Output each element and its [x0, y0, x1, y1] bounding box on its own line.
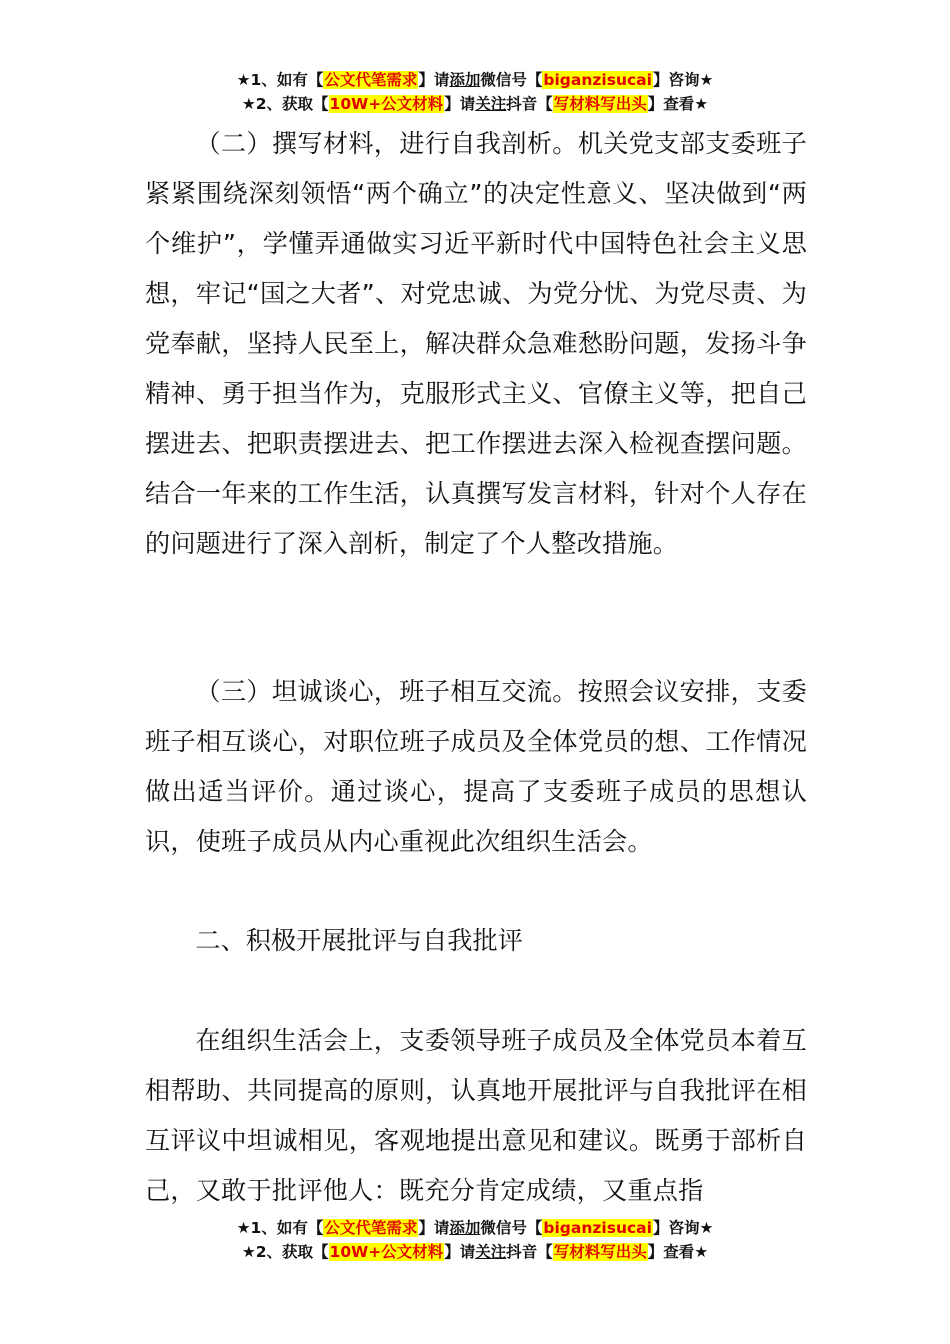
promo-underlined: 添加 [449, 71, 481, 89]
paragraph-self-analysis: （二）撰写材料，进行自我剖析。机关党支部支委班子紧紧围绕深刻领悟“两个确立”的决定性意义、坚决做到“两个维护”，学懂弄通做实习近平新时代中国特色社会主义思想，牢记“国之大者”、对党忠诚、为党分忧、为党尽责、为党奉献，坚持人民至上，解决群众急难愁盼问题，发扬斗争精神、勇于担当作为，克服形式主义、官僚主义等，把自己摆进去、把职责摆进去、把工作摆进去深入检视查摆问题。结合一年来的工作生活，认真撰写发言材料，针对个人存在的问题进行了深入剖析，制定了个人整改措施。 [145, 129, 807, 558]
promo-line-1-footer [0, 1217, 950, 1240]
promo-text: 微信号【 [480, 71, 543, 89]
promo-highlight: 10W+公文材料 [329, 1243, 444, 1261]
promo-line-2-footer [0, 1241, 950, 1264]
promo-text: ★2、获取【 [241, 1243, 329, 1261]
promo-wechat-id: biganzisucai [543, 1219, 652, 1237]
promo-underlined: 关注 [475, 95, 507, 113]
promo-text: 】查看★ [647, 95, 709, 113]
paragraph-heart-to-heart: （三）坦诚谈心，班子相互交流。按照会议安排，支委班子相互谈心，对职位班子成员及全体党员的想、工作情况做出适当评价。通过谈心，提高了支委班子成员的思想认识，使班子成员从内心重视此次组织生活会。 [145, 677, 807, 856]
promo-text: 】请 [444, 95, 476, 113]
promo-text: 抖音【 [506, 1243, 553, 1261]
promo-text: 】请 [418, 71, 450, 89]
promo-text: 微信号【 [480, 1219, 543, 1237]
promo-line-2 [0, 93, 950, 116]
promo-highlight: 公文代笔需求 [324, 1219, 418, 1237]
promo-text: 】咨询★ [652, 71, 714, 89]
paragraph-criticism: 在组织生活会上，支委领导班子成员及全体党员本着互相帮助、共同提高的原则，认真地开展批评与自我批评在相互评议中坦诚相见，客观地提出意见和建议。既勇于部析自己，又敢于批评他人：既充分肯定成绩，又重点指 [145, 1026, 807, 1205]
promo-text: 】请 [444, 1243, 476, 1261]
promo-douyin-account: 写材料写出头 [553, 1243, 647, 1261]
promo-wechat-id: biganzisucai [543, 71, 652, 89]
promo-text: 】咨询★ [652, 1219, 714, 1237]
promo-text: ★2、获取【 [241, 95, 329, 113]
promo-text: ★1、如有【 [236, 1219, 324, 1237]
promo-text: ★1、如有【 [236, 71, 324, 89]
promo-highlight: 10W+公文材料 [329, 95, 444, 113]
promo-underlined: 添加 [449, 1219, 481, 1237]
promo-underlined: 关注 [475, 1243, 507, 1261]
promo-text: 】查看★ [647, 1243, 709, 1261]
promo-highlight: 公文代笔需求 [324, 71, 418, 89]
promo-text: 抖音【 [506, 95, 553, 113]
promo-line-1 [0, 69, 950, 92]
promo-douyin-account: 写材料写出头 [553, 95, 647, 113]
section-heading-criticism: 二、积极开展批评与自我批评 [195, 926, 523, 955]
promo-text: 】请 [418, 1219, 450, 1237]
